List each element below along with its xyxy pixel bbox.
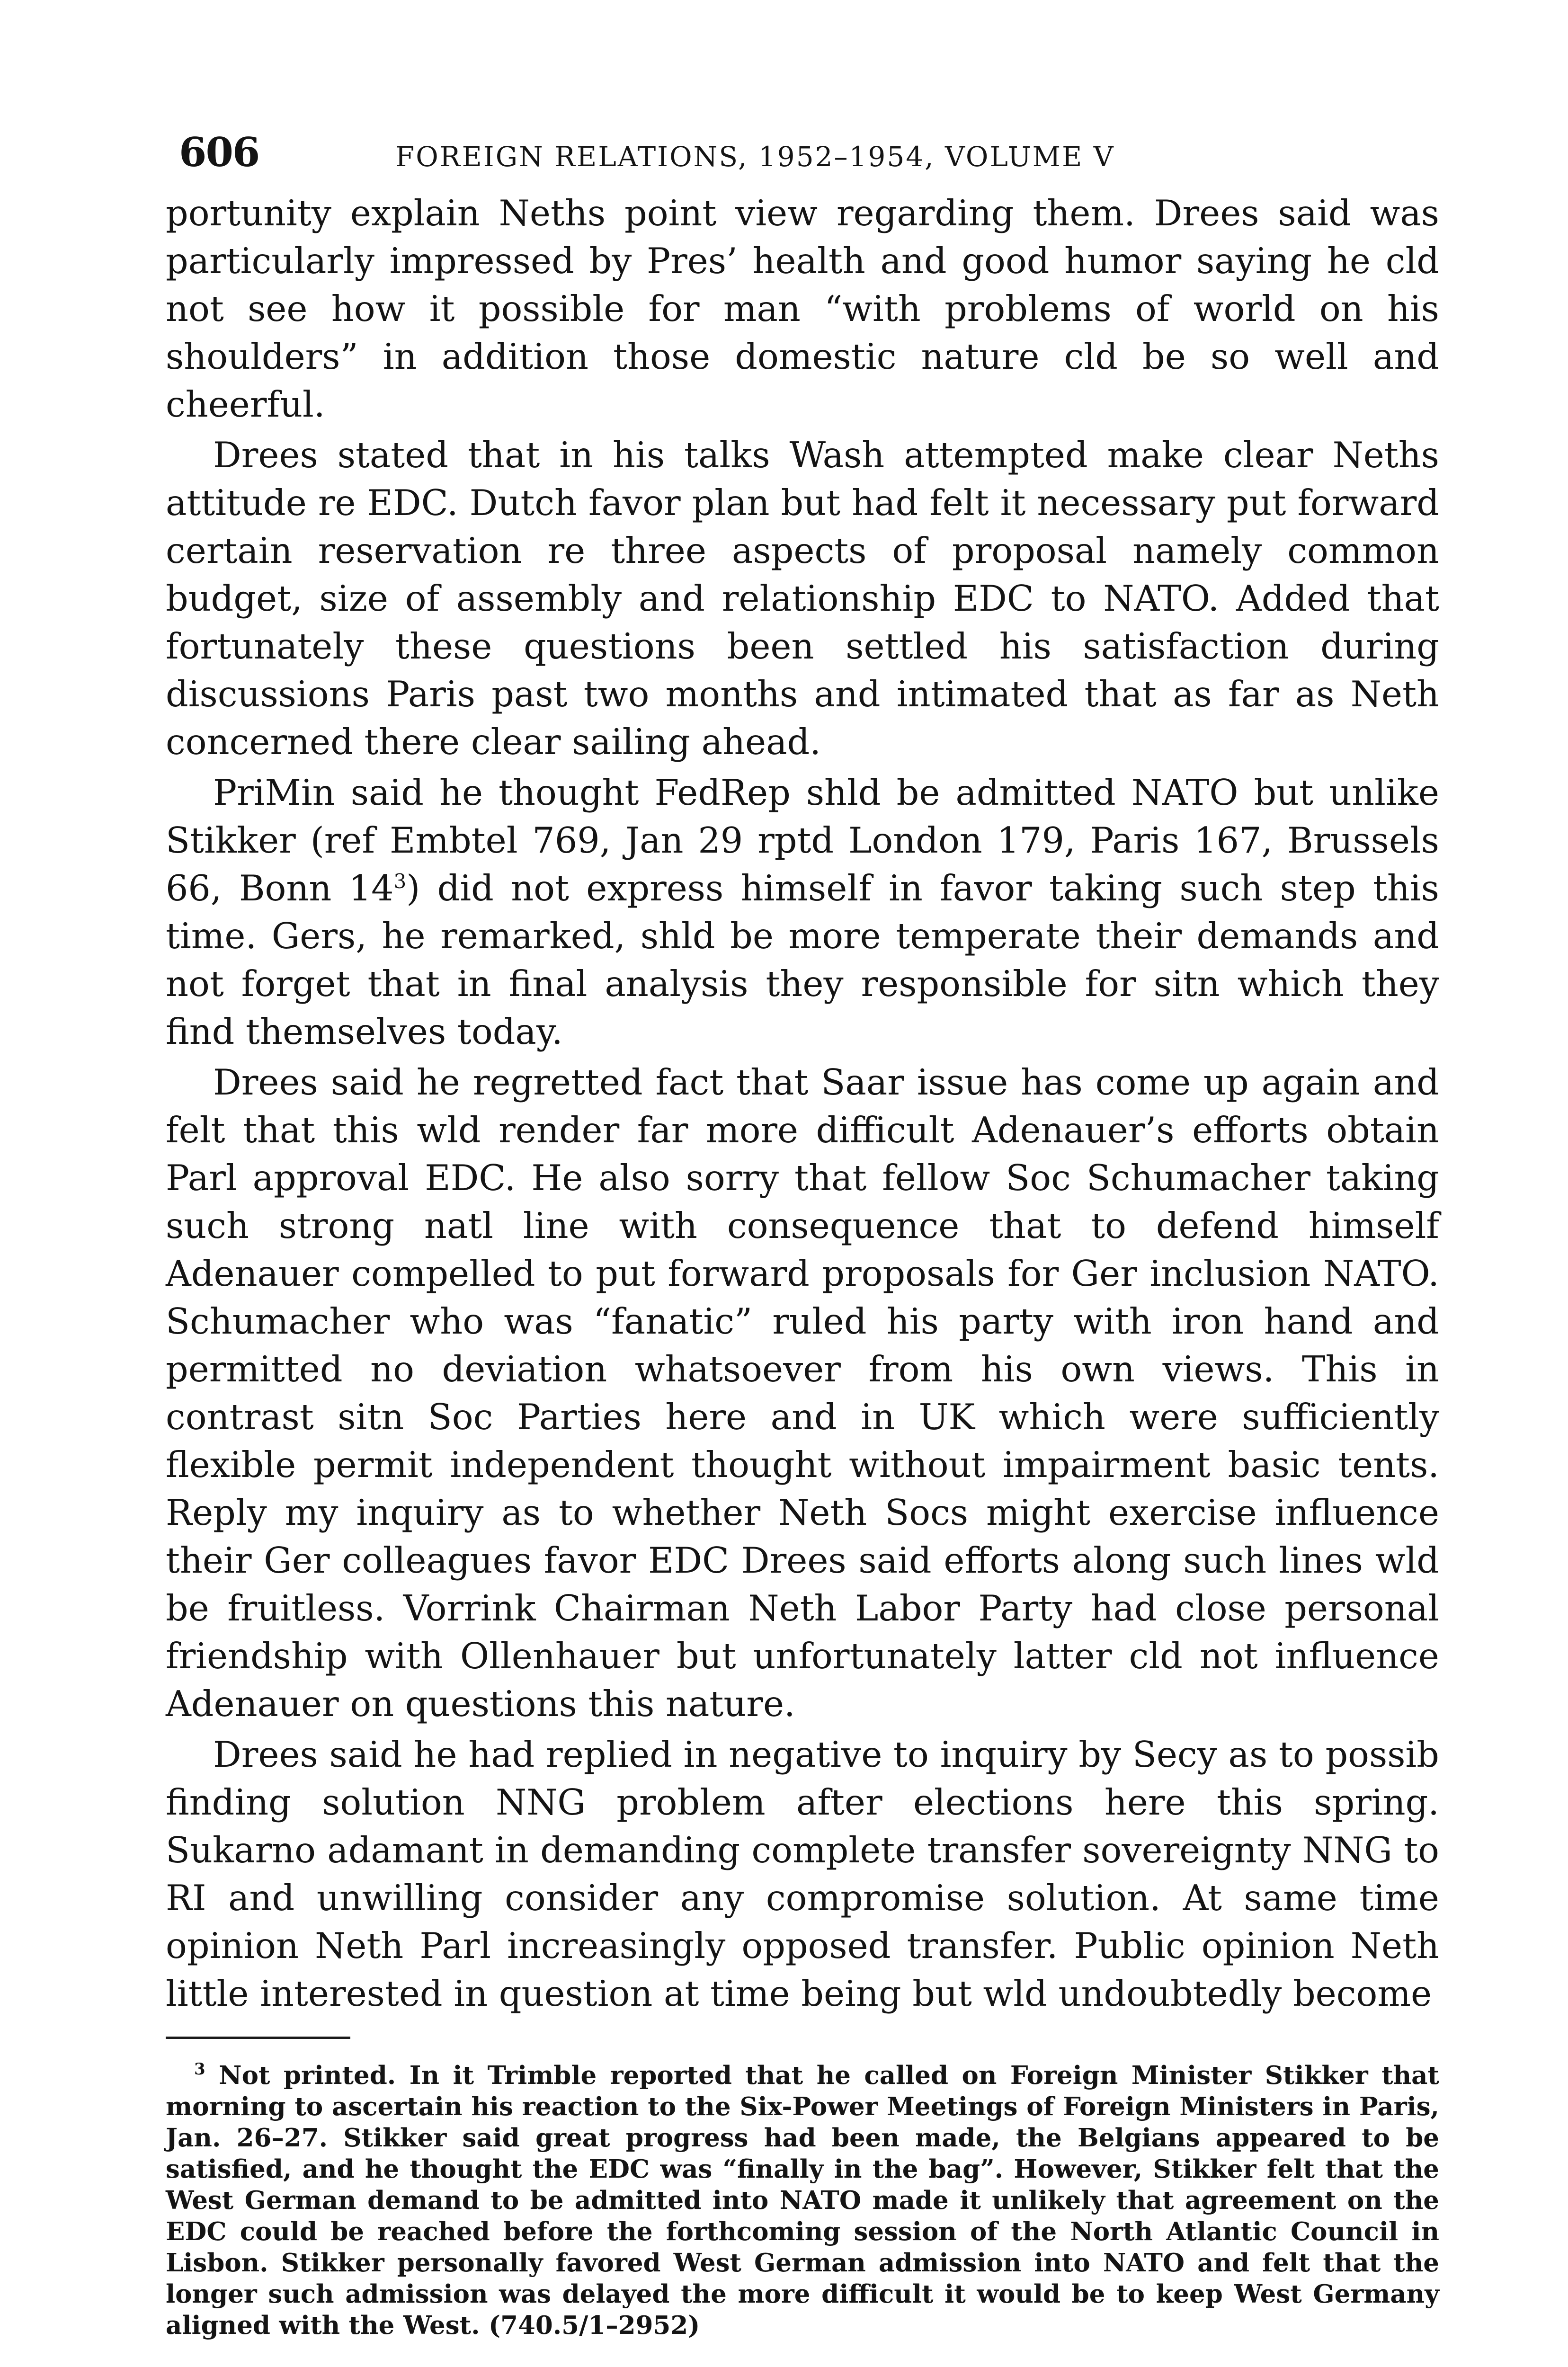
body-text	[166, 189, 1439, 2018]
paragraph-1: portunity explain Neths point view regarding them. Drees said was particularly impressed by Pres’ health and good humor saying he cld not see how it possible for man “with problems of world on his shoulders” in addition those domestic nature cld be so well and cheerful.	[166, 193, 1439, 425]
footnote-text: Not printed. In it Trimble reported that he called on Foreign Minister Stikker that morning to ascertain his reaction to the Six-Power Meetings of Foreign Ministers in Paris, Jan. 26–27. Stikker said great progress had been made, the Belgians appeared to be satisfied, and he thought the EDC was “finally in the bag”. However, Stikker felt that the West German demand to be admitted into NATO made it unlikely that agreement on the EDC could be reached before the forthcoming session of the North Atlantic Council in Lisbon. Stikker personally favored West German admission into NATO and felt that the longer such admission was delayed the more difficult it would be to keep West Germany aligned with the West. (740.5/1–2952)	[166, 2061, 1439, 2340]
footnote-divider	[166, 2037, 350, 2039]
paragraph-5: Drees said he had replied in negative to inquiry by Secy as to possib finding solution NNG problem after elections here this spring. Sukarno adamant in demanding complete transfer sovereignty NNG to RI and unwilling consider any compromise solution. At same time opinion Neth Parl increasingly opposed transfer. Public opinion Neth little interested in question at time being but wld undoubtedly become	[166, 1734, 1439, 2014]
paragraph-2: Drees stated that in his talks Wash attempted make clear Neths attitude re EDC. Dutch favor plan but had felt it necessary put forward certain reservation re three aspects of proposal namely common budget, size of assembly and relationship EDC to NATO. Added that fortunately these questions been settled his satisfaction during discussions Paris past two months and intimated that as far as Neth concerned there clear sailing ahead.	[166, 435, 1439, 763]
page-number: 606	[179, 129, 259, 176]
paragraph-4: Drees said he regretted fact that Saar issue has come up again and felt that this wld render far more difficult Adenauer’s efforts obtain Parl approval EDC. He also sorry that fellow Soc Schumacher taking such strong natl line with consequence that to defend himself Adenauer compelled to put forward proposals for Ger inclusion NATO. Schumacher who was “fanatic” ruled his party with iron hand and permitted no deviation whatsoever from his own views. This in contrast sitn Soc Parties here and in UK which were sufficiently flexible permit independent thought without impairment basic tents. Reply my inquiry as to whether Neth Socs might exercise influence their Ger colleagues favor EDC Drees said efforts along such lines wld be fruitless. Vorrink Chairman Neth Labor Party had close personal friendship with Ollenhauer but unfortunately latter cld not influence Adenauer on questions this nature.	[166, 1062, 1439, 1725]
paragraph-3-text-a: PriMin said he thought FedRep shld be admitted NATO but unlike Stikker (ref Embtel 769, Jan 29 rptd London 179, Paris 167, Brussels 66, Bonn 14	[166, 772, 1439, 909]
paragraph-3	[166, 769, 1439, 1056]
footnote-reference: 3	[393, 870, 407, 893]
page-header	[166, 118, 1439, 189]
document-page	[166, 118, 1439, 2341]
running-head: FOREIGN RELATIONS, 1952–1954, VOLUME V	[395, 141, 1115, 173]
footnote	[166, 2060, 1439, 2341]
paragraph-3-text-b: ) did not express himself in favor taking such step this time. Gers, he remarked, shld be more temperate their demands and not forget that in final analysis they responsible for sitn which they find themselves today.	[166, 868, 1439, 1052]
footnote-marker: 3	[194, 2060, 205, 2079]
